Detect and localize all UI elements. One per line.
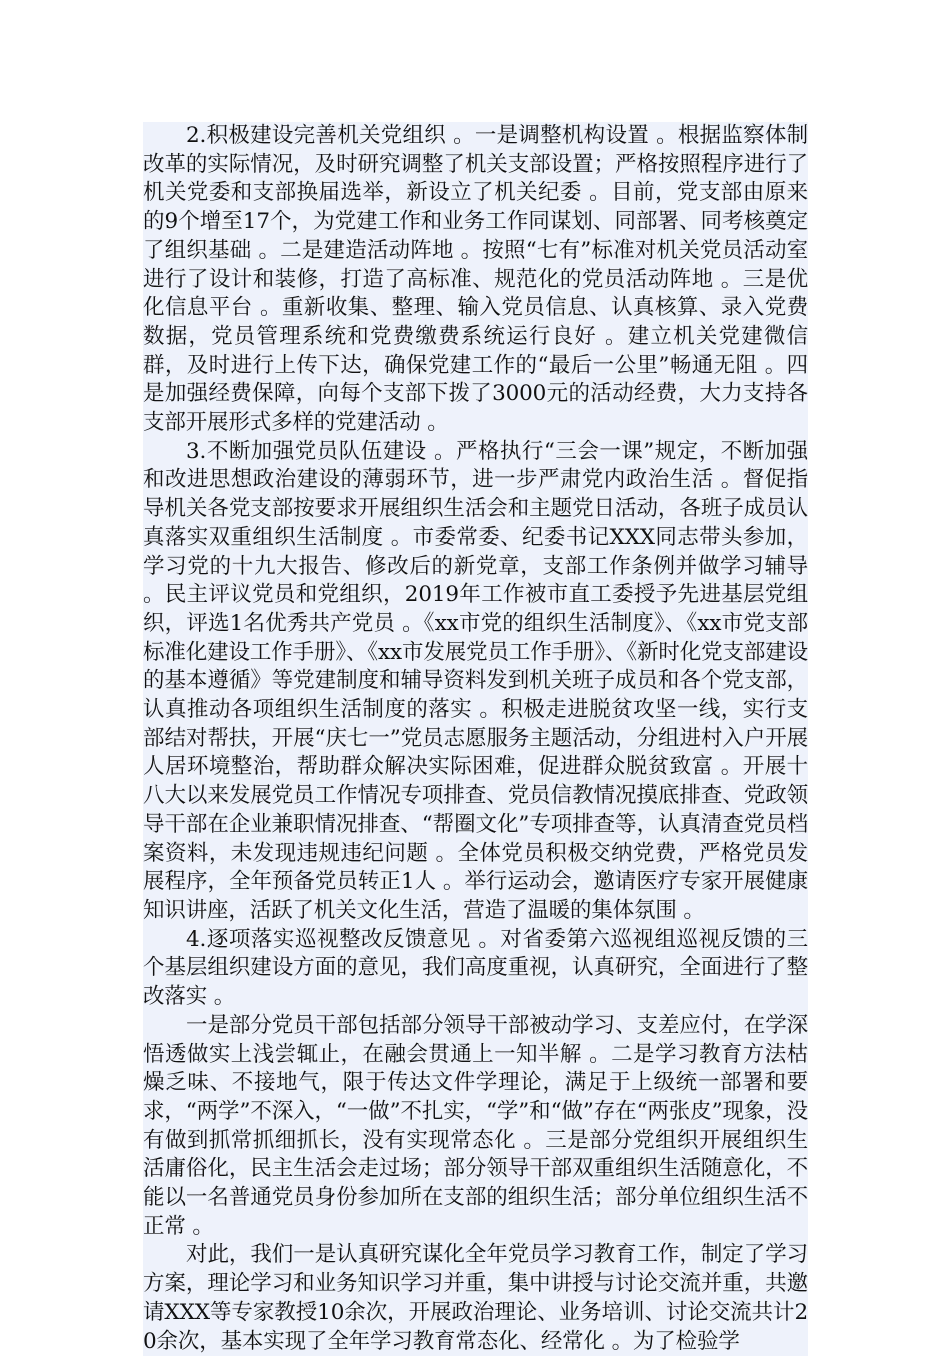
paragraph-member-team-building: 3.不断加强党员队伍建设 。严格执行“三会一课”规定，不断加强和改进思想政治建设的薄弱环节，进一步严肃党内政治生活 。督促指导机关各党支部按要求开展组织生活会和主题党日活动，各班子成员认真落实双重组织生活制度 。市委常委、纪委书记XXX同志带头参加，学习党的十九大报告、修改后的新党章，支部工作条例并做学习辅导 。民主评议党员和党组织，2019年工作被市直工委授予先进基层党组织，评选1名优秀共产党员 。《xx市党的组织生活制度》、《xx市党支部标准化建设工作手册》、《xx市发展党员工作手册》、《新时化党支部建设的基本遵循》等党建制度和辅导资料发到机关班子成员和各个党支部，认真推动各项组织生活制度的落实 。积极走进脱贫攻坚一线，实行支部结对帮扶，开展“庆七一”党员志愿服务主题活动，分组进村入户开展人居环境整治，帮助群众解决实际困难，促进群众脱贫致富 。开展十八大以来发展党员工作情况专项排查、党员信教情况摸底排查、党政领导干部在企业兼职情况排查、“帮圈文化”专项排查等，认真清查党员档案资料，未发现违规违纪问题 。全体党员积极交纳党费，严格党员发展程序，全年预备党员转正1人 。举行运动会，邀请医疗专家开展健康知识讲座，活跃了机关文化生活，营造了温暖的集体氛围 。	[143, 438, 808, 923]
paragraph-inspection-rectification: 4.逐项落实巡视整改反馈意见 。对省委第六巡视组巡视反馈的三个基层组织建设方面的意见，我们高度重视，认真研究，全面进行了整改落实 。	[143, 926, 808, 1010]
paragraph-problems-list: 一是部分党员干部包括部分领导干部被动学习、支差应付，在学深悟透做实上浅尝辄止，在融会贯通上一知半解 。二是学习教育方法枯燥乏味、不接地气，限于传达文件学理论，满足于上级统一部署和要求，“两学”不深入，“一做”不扎实，“学”和“做”存在“两张皮”现象，没有做到抓常抓细抓长，没有实现常态化 。三是部分党组织开展组织生活庸俗化，民主生活会走过场；部分领导干部双重组织生活随意化，不能以一名普通党员身份参加所在支部的组织生活；部分单位组织生活不正常 。	[143, 1012, 808, 1239]
paragraph-countermeasures: 对此，我们一是认真研究谋化全年党员学习教育工作，制定了学习方案，理论学习和业务知识学习并重，集中讲授与讨论交流并重，共邀请XXX等专家教授10余次，开展政治理论、业务培训、讨论交流共计20余次，基本实现了全年学习教育常态化、经常化 。为了检验学	[143, 1242, 808, 1354]
paragraph-organization-building: 2.积极建设完善机关党组织 。一是调整机构设置 。根据监察体制改革的实际情况，及时研究调整了机关支部设置；严格按照程序进行了机关党委和支部换届选举，新设立了机关纪委 。目前，党支部由原来的9个增至17个，为党建工作和业务工作同谋划、同部署、同考核奠定了组织基础 。二是建造活动阵地 。按照“七有”标准对机关党员活动室进行了设计和装修，打造了高标准、规范化的党员活动阵地 。三是优化信息平台 。重新收集、整理、输入党员信息、认真核算、录入党费数据，党员管理系统和党费缴费系统运行良好 。建立机关党建微信群，及时进行上传下达，确保党建工作的“最后一公里”畅通无阻 。四是加强经费保障，向每个支部下拨了3000元的活动经费，大力支持各支部开展形式多样的党建活动 。	[143, 123, 808, 436]
document-body	[143, 122, 808, 1356]
